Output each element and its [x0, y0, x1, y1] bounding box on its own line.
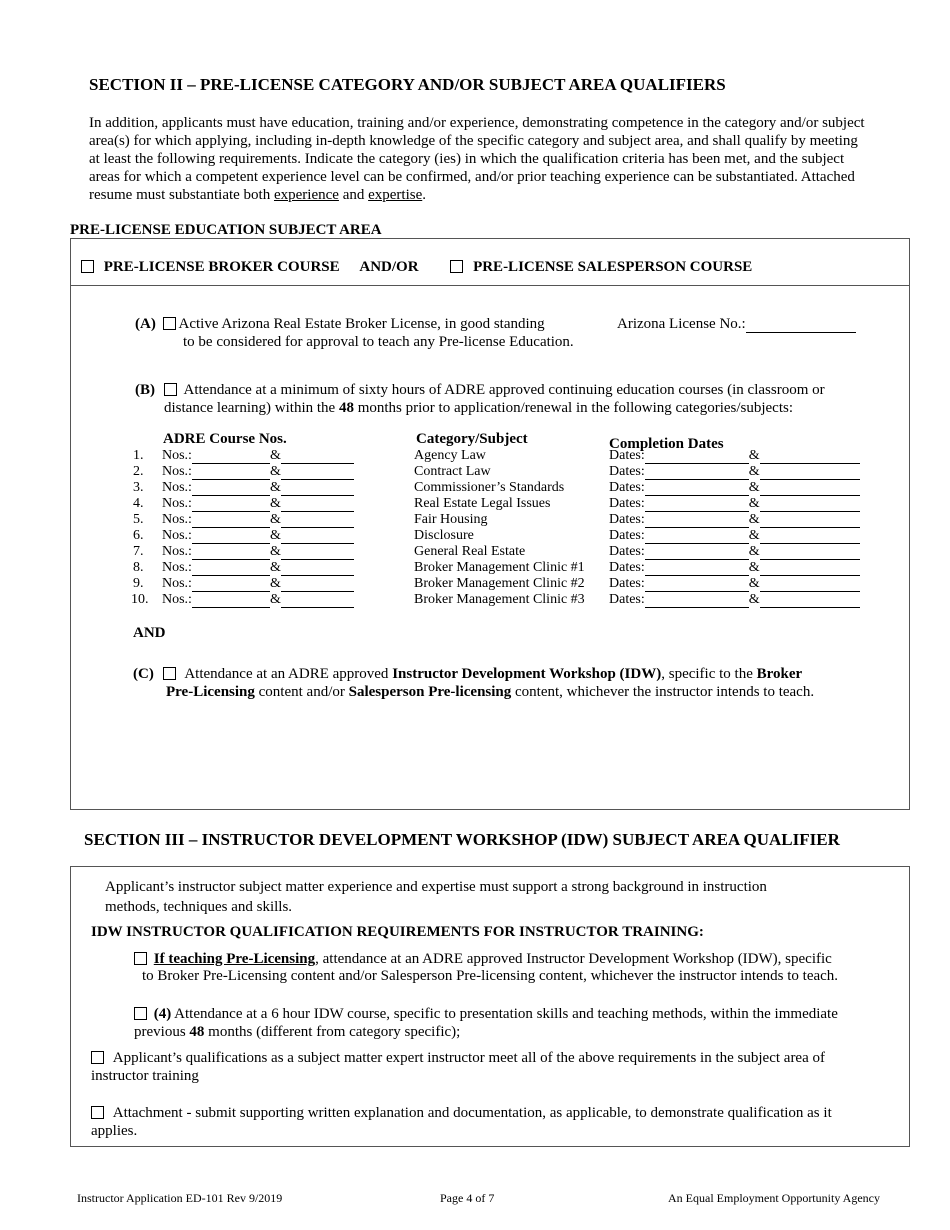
- dates-cell: [609, 512, 860, 528]
- item-c-text: , specific to the: [661, 666, 757, 682]
- row-number: 4.: [133, 496, 144, 511]
- footer-agency: An Equal Employment Opportunity Agency: [668, 1191, 880, 1205]
- intro-experience: experience: [273, 187, 339, 203]
- amp: &: [748, 560, 760, 575]
- broker-course-checkbox[interactable]: [81, 260, 94, 273]
- date-field-1[interactable]: [645, 563, 749, 576]
- idw-item-3-text: Applicant’s qualifications as a subject matter expert instructor meet all of the above requirements in the subject area of: [112, 1050, 825, 1066]
- idw-item-1: [134, 950, 832, 968]
- date-field-2[interactable]: [760, 467, 860, 480]
- item-b-months: 48: [338, 400, 354, 416]
- category-cell: [414, 448, 486, 464]
- date-field-2[interactable]: [760, 515, 860, 528]
- date-field-1[interactable]: [645, 547, 749, 560]
- course-no-field-1[interactable]: [192, 483, 270, 496]
- dates-label: Dates:: [609, 496, 645, 511]
- section-2-intro: [89, 114, 909, 204]
- course-no-field-2[interactable]: [281, 499, 354, 512]
- category-name: Disclosure: [414, 528, 474, 543]
- dates-cell: [609, 528, 860, 544]
- dates-cell: [609, 448, 860, 464]
- idw-item-2-text: Attendance at a 6 hour IDW course, specific to presentation skills and teaching methods, within the immediate: [171, 1006, 838, 1022]
- dates-cell: [609, 496, 860, 512]
- item-c-salesperson: Salesperson Pre-licensing: [348, 684, 512, 700]
- dates-label: Dates:: [609, 592, 645, 607]
- row-number: [133, 528, 144, 544]
- date-field-2[interactable]: [760, 499, 860, 512]
- course-nos-cell: [162, 544, 354, 560]
- course-no-field-1[interactable]: [192, 563, 270, 576]
- amp: &: [269, 464, 281, 479]
- row-number: 10.: [131, 592, 149, 607]
- date-field-2[interactable]: [760, 451, 860, 464]
- date-field-1[interactable]: [645, 451, 749, 464]
- category-cell: [414, 512, 488, 528]
- intro-line: areas for which a competent experience level can be confirmed, and/or prior teaching experience can be substantiated. Attached: [89, 169, 855, 185]
- intro-text: and: [338, 187, 369, 203]
- course-no-field-1[interactable]: [192, 515, 270, 528]
- intro-line: area(s) for which applying, including in-depth knowledge of the specific category and subject area, and shall qualify by meeting: [89, 133, 858, 149]
- dates-cell: [609, 560, 860, 576]
- intro-text: .: [422, 187, 426, 203]
- idw-item-2-months: 48: [189, 1024, 205, 1040]
- idw-item-4: [91, 1104, 832, 1122]
- amp: &: [748, 480, 760, 495]
- idw-item-1-title: If teaching Pre-Licensing: [153, 951, 316, 967]
- amp: &: [269, 480, 281, 495]
- and-label: AND: [133, 625, 166, 641]
- idw-item-1-text: , attendance at an ADRE approved Instructor Development Workshop (IDW), specific: [315, 951, 832, 967]
- footer-page-number: Page 4 of 7: [440, 1191, 495, 1205]
- date-field-1[interactable]: [645, 579, 749, 592]
- category-cell: [414, 544, 525, 560]
- license-no-label: Arizona License No.:: [617, 316, 746, 332]
- course-nos-cell: [162, 480, 354, 496]
- amp: &: [269, 512, 281, 527]
- amp: &: [269, 496, 281, 511]
- item-a-checkbox[interactable]: [163, 317, 176, 330]
- nos-label: Nos.:: [162, 560, 192, 575]
- item-c: [133, 665, 802, 683]
- amp: &: [269, 560, 281, 575]
- item-a-line2: to be considered for approval to teach any Pre-license Education.: [183, 334, 574, 350]
- item-b-checkbox[interactable]: [164, 383, 177, 396]
- dates-cell: [609, 544, 860, 560]
- idw-item-4-checkbox[interactable]: [91, 1106, 104, 1119]
- category-cell: [414, 528, 474, 544]
- course-no-field-1[interactable]: [192, 531, 270, 544]
- item-b-line2: [164, 399, 793, 417]
- section-2-title: SECTION II – PRE-LICENSE CATEGORY AND/OR SUBJECT AREA QUALIFIERS: [89, 75, 726, 94]
- nos-label: Nos.:: [162, 528, 192, 543]
- date-field-2[interactable]: [760, 547, 860, 560]
- idw-item-2-text: previous: [134, 1024, 190, 1040]
- item-a-label: (A): [135, 316, 156, 332]
- course-nos-cell: [162, 496, 354, 512]
- course-no-field-2[interactable]: [281, 595, 354, 608]
- amp: &: [748, 448, 760, 463]
- category-name: Broker Management Clinic #1: [414, 560, 585, 575]
- dates-label: Dates:: [609, 448, 645, 463]
- course-no-field-1[interactable]: [192, 467, 270, 480]
- section-3-title: SECTION III – INSTRUCTOR DEVELOPMENT WORKSHOP (IDW) SUBJECT AREA QUALIFIER: [84, 830, 840, 849]
- item-b-label: (B): [135, 382, 155, 398]
- salesperson-course-checkbox[interactable]: [450, 260, 463, 273]
- item-c-text: content and/or: [254, 684, 349, 700]
- amp: &: [269, 592, 281, 607]
- item-b: [135, 381, 825, 399]
- amp: &: [269, 528, 281, 543]
- category-cell: [414, 480, 564, 496]
- item-b-text: months prior to application/renewal in the following categories/subjects:: [353, 400, 794, 416]
- course-nos-cell: [162, 560, 354, 576]
- license-no-field[interactable]: [746, 320, 856, 333]
- idw-item-2-line2: [134, 1023, 460, 1041]
- row-number: 2.: [133, 464, 144, 479]
- nos-label: Nos.:: [162, 512, 192, 527]
- date-field-1[interactable]: [645, 595, 749, 608]
- item-c-line2: [166, 683, 814, 701]
- idw-item-4-line2: applies.: [91, 1123, 138, 1139]
- amp: &: [748, 544, 760, 559]
- row-number: [133, 560, 144, 576]
- row-number: [133, 576, 144, 592]
- course-nos-cell: [162, 512, 354, 528]
- course-nos-cell: [162, 576, 354, 592]
- course-no-field-2[interactable]: [281, 547, 354, 560]
- dates-label: Dates:: [609, 560, 645, 575]
- nos-label: Nos.:: [162, 544, 192, 559]
- nos-label: Nos.:: [162, 576, 192, 591]
- section-3-intro-line: methods, techniques and skills.: [105, 899, 293, 915]
- andor-label: AND/OR: [359, 259, 419, 275]
- date-field-1[interactable]: [645, 499, 749, 512]
- category-name: Broker Management Clinic #3: [414, 592, 585, 607]
- category-name: Agency Law: [414, 448, 486, 463]
- course-nos-cell: [162, 448, 354, 464]
- dates-label: Dates:: [609, 464, 645, 479]
- intro-expertise: expertise: [368, 187, 423, 203]
- date-field-1[interactable]: [645, 531, 749, 544]
- course-no-field-2[interactable]: [281, 483, 354, 496]
- amp: &: [748, 512, 760, 527]
- dates-label: Dates:: [609, 480, 645, 495]
- row-number: [133, 464, 144, 480]
- footer-form-id: Instructor Application ED-101 Rev 9/2019: [77, 1191, 283, 1205]
- date-field-2[interactable]: [760, 531, 860, 544]
- item-c-text: content, whichever the instructor intends to teach.: [511, 684, 815, 700]
- dates-label: Dates:: [609, 544, 645, 559]
- dates-label: Dates:: [609, 576, 645, 591]
- col-header-category: Category/Subject: [416, 431, 528, 447]
- category-cell: [414, 464, 491, 480]
- item-a-text: Active Arizona Real Estate Broker License, in good standing: [178, 316, 545, 332]
- row-number: 5.: [133, 512, 144, 527]
- row-number: [133, 544, 144, 560]
- row-number: 8.: [133, 560, 144, 575]
- date-field-1[interactable]: [645, 467, 749, 480]
- idw-item-2: [134, 1005, 838, 1023]
- amp: &: [748, 496, 760, 511]
- date-field-1[interactable]: [645, 483, 749, 496]
- col-header-course: ADRE Course Nos.: [163, 431, 287, 447]
- dates-label: Dates:: [609, 512, 645, 527]
- intro-line: at least the following requirements. Indicate the category (ies) in which the qualification criteria has been met, and the subject: [89, 151, 845, 167]
- dates-cell: [609, 592, 860, 608]
- date-field-1[interactable]: [645, 515, 749, 528]
- course-no-field-2[interactable]: [281, 515, 354, 528]
- date-field-2[interactable]: [760, 579, 860, 592]
- course-no-field-2[interactable]: [281, 531, 354, 544]
- section-3-intro: [105, 877, 767, 917]
- course-no-field-1[interactable]: [192, 547, 270, 560]
- row-number: [133, 496, 144, 512]
- divider: [70, 285, 910, 286]
- category-name: Commissioner’s Standards: [414, 480, 565, 495]
- course-nos-cell: [162, 464, 354, 480]
- course-no-field-2[interactable]: [281, 451, 354, 464]
- dates-cell: [609, 480, 860, 496]
- salesperson-course-label: PRE-LICENSE SALESPERSON COURSE: [473, 259, 753, 275]
- intro-text: resume must substantiate both: [89, 187, 274, 203]
- course-no-field-1[interactable]: [192, 499, 270, 512]
- course-no-field-1[interactable]: [192, 595, 270, 608]
- item-b-text: Attendance at a minimum of sixty hours of ADRE approved continuing education courses (in classroom or: [183, 382, 825, 398]
- idw-item-3-line2: instructor training: [91, 1068, 199, 1084]
- category-cell: [414, 560, 585, 576]
- course-no-field-1[interactable]: [192, 579, 270, 592]
- row-number: 3.: [133, 480, 144, 495]
- row-number: [133, 448, 144, 464]
- idw-item-2-number: (4): [153, 1006, 172, 1022]
- section-3-intro-line: Applicant’s instructor subject matter experience and expertise must support a strong background in instruction: [105, 879, 767, 895]
- category-name: General Real Estate: [414, 544, 526, 559]
- item-c-checkbox[interactable]: [163, 667, 176, 680]
- col-header-dates: Completion Dates: [609, 436, 724, 452]
- amp: &: [748, 576, 760, 591]
- dates-label: Dates:: [609, 528, 645, 543]
- item-c-text: Attendance at an ADRE approved: [184, 666, 393, 682]
- date-field-2[interactable]: [760, 563, 860, 576]
- idw-item-3: [91, 1049, 825, 1067]
- dates-cell: [609, 464, 860, 480]
- row-number: 1.: [133, 448, 144, 463]
- course-nos-cell: [162, 592, 354, 608]
- row-number: [133, 480, 144, 496]
- item-c-broker: Broker: [756, 666, 803, 682]
- category-name: Real Estate Legal Issues: [414, 496, 551, 511]
- idw-item-3-checkbox[interactable]: [91, 1051, 104, 1064]
- intro-line: In addition, applicants must have education, training and/or experience, demonstrating competence in the category and/or subject: [89, 115, 865, 131]
- course-no-field-2[interactable]: [281, 579, 354, 592]
- nos-label: Nos.:: [162, 480, 192, 495]
- row-number: [131, 592, 149, 608]
- subject-area-heading: PRE-LICENSE EDUCATION SUBJECT AREA: [70, 222, 382, 238]
- row-number: 6.: [133, 528, 144, 543]
- category-name: Contract Law: [414, 464, 491, 479]
- license-no: [617, 315, 856, 333]
- idw-item-2-text: months (different from category specific);: [204, 1024, 461, 1040]
- item-c-label: (C): [133, 666, 154, 682]
- amp: &: [269, 544, 281, 559]
- category-name: Broker Management Clinic #2: [414, 576, 585, 591]
- date-field-2[interactable]: [760, 595, 860, 608]
- amp: &: [748, 528, 760, 543]
- idw-item-4-text: Attachment - submit supporting written explanation and documentation, as applicable, to demonstrate qualification as it: [112, 1105, 832, 1121]
- amp: &: [269, 576, 281, 591]
- idw-item-1-checkbox[interactable]: [134, 952, 147, 965]
- category-cell: [414, 576, 585, 592]
- nos-label: Nos.:: [162, 464, 192, 479]
- idw-item-2-checkbox[interactable]: [134, 1007, 147, 1020]
- nos-label: Nos.:: [162, 496, 192, 511]
- item-c-prelicensing: Pre-Licensing: [166, 684, 255, 700]
- category-cell: [414, 496, 550, 512]
- broker-course-label: PRE-LICENSE BROKER COURSE: [103, 259, 340, 275]
- row-number: 7.: [133, 544, 144, 559]
- course-nos-cell: [162, 528, 354, 544]
- category-cell: [414, 592, 585, 608]
- row-number: [133, 512, 144, 528]
- course-no-field-2[interactable]: [281, 563, 354, 576]
- nos-label: Nos.:: [162, 448, 192, 463]
- dates-cell: [609, 576, 860, 592]
- amp: &: [748, 592, 760, 607]
- amp: &: [269, 448, 281, 463]
- item-c-idw: Instructor Development Workshop (IDW): [392, 666, 662, 682]
- amp: &: [748, 464, 760, 479]
- course-no-field-2[interactable]: [281, 467, 354, 480]
- nos-label: Nos.:: [162, 592, 192, 607]
- row-number: 9.: [133, 576, 144, 591]
- idw-requirements-heading: IDW INSTRUCTOR QUALIFICATION REQUIREMENTS FOR INSTRUCTOR TRAINING:: [91, 924, 704, 940]
- intro-line-last: [89, 186, 909, 204]
- course-no-field-1[interactable]: [192, 451, 270, 464]
- date-field-2[interactable]: [760, 483, 860, 496]
- item-b-text: distance learning) within the: [164, 400, 339, 416]
- idw-item-1-line2: to Broker Pre-Licensing content and/or Salesperson Pre-licensing content, whichever the instructor intends to teach.: [142, 968, 839, 984]
- category-name: Fair Housing: [414, 512, 488, 527]
- course-selection-row: [81, 258, 752, 276]
- item-a: [135, 315, 545, 333]
